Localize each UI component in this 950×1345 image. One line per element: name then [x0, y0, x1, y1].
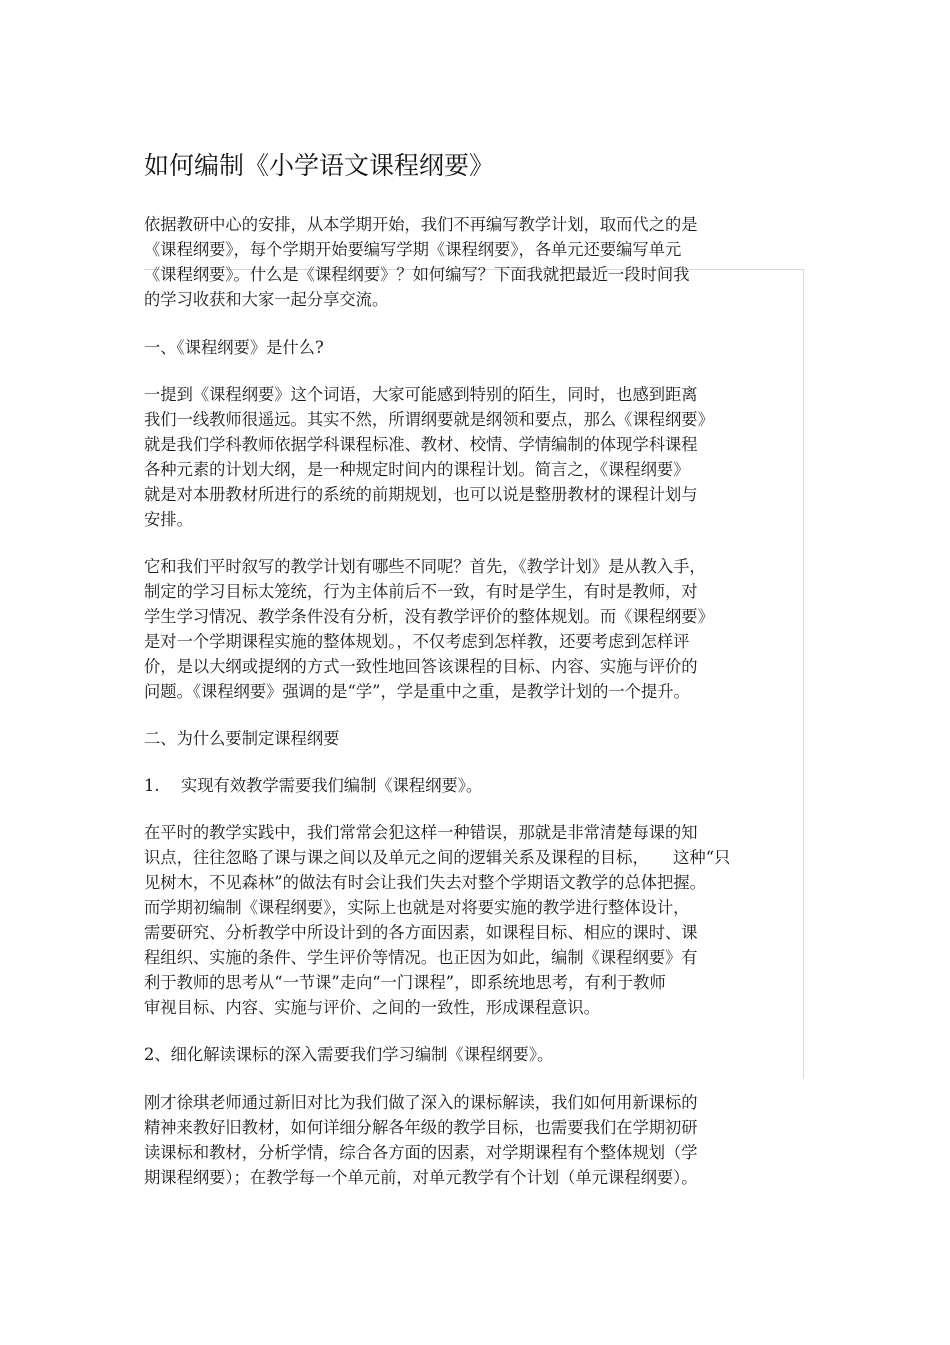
- intro-paragraph: [144, 212, 698, 312]
- text-line: 价，是以大纲或提纲的方式一致性地回答该课程的目标、内容、实施与评价的: [144, 657, 698, 676]
- heading-text: 1. 实现有效教学需要我们编制《课程纲要》。: [144, 776, 483, 795]
- text-line: 就是对本册教材所进行的系统的前期规划，也可以说是整册教材的课程计划与: [144, 485, 698, 504]
- document-title: 如何编制《小学语文课程纲要》: [144, 151, 495, 180]
- text-line: 需要研究、分析教学中所设计到的各方面因素，如课程目标、相应的课时、课: [144, 923, 698, 942]
- text-line: 期课程纲要）；在教学每一个单元前，对单元教学有个计划（单元课程纲要）。: [144, 1168, 698, 1187]
- text-line: 精神来教好旧教材，如何详细分解各年级的教学目标，也需要我们在学期初研: [144, 1118, 698, 1137]
- heading-text: 二、为什么要制定课程纲要: [144, 729, 340, 748]
- text-line: 在平时的教学实践中，我们常常会犯这样一种错误，那就是非常清楚每课的知: [144, 823, 698, 842]
- point1-heading: [144, 773, 482, 798]
- text-line: 《课程纲要》。什么是《课程纲要》？如何编写？下面我就把最近一段时间我: [144, 265, 690, 284]
- section1-paragraph-2: [144, 554, 714, 704]
- text-line: 的学习收获和大家一起分享交流。: [144, 290, 389, 309]
- text-line: 见树木，不见森林”的做法有时会让我们失去对整个学期语文教学的总体把握。: [144, 873, 706, 892]
- heading-text: 2、细化解读课标的深入需要我们学习编制《课程纲要》。: [144, 1045, 554, 1064]
- text-line: 审视目标、内容、实施与评价、之间的一致性，形成课程意识。: [144, 998, 600, 1017]
- text-line: 制定的学习目标太笼统，行为主体前后不一致，有时是学生，有时是教师，对: [144, 582, 698, 601]
- section1-paragraph-1: [144, 382, 714, 532]
- text-line: 安排。: [144, 510, 193, 529]
- text-line: 依据教研中心的安排，从本学期开始，我们不再编写教学计划，取而代之的是: [144, 215, 698, 234]
- text-line: 刚才徐琪老师通过新旧对比为我们做了深入的课标解读，我们如何用新课标的: [144, 1093, 698, 1112]
- text-line: 一提到《课程纲要》这个词语，大家可能感到特别的陌生，同时，也感到距离: [144, 385, 698, 404]
- point1-paragraph: [144, 820, 730, 1020]
- point2-paragraph: [144, 1090, 698, 1190]
- text-line: 学生学习情况、教学条件没有分析，没有教学评价的整体规划。而《课程纲要》: [144, 607, 714, 626]
- text-line: 《课程纲要》，每个学期开始要编写学期《课程纲要》，各单元还要编写单元: [144, 240, 682, 259]
- text-line: 问题。《课程纲要》强调的是“学”，学是重中之重，是教学计划的一个提升。: [144, 682, 690, 701]
- text-line: 各种元素的计划大纲，是一种规定时间内的课程计划。简言之，《课程纲要》: [144, 460, 690, 479]
- text-line: 程组织、实施的条件、学生评价等情况。也正因为如此，编制《课程纲要》有: [144, 948, 698, 967]
- point2-heading: [144, 1042, 553, 1067]
- text-line: 是对一个学期课程实施的整体规划。，不仅考虑到怎样教，还要考虑到怎样评: [144, 632, 690, 651]
- text-line: 我们一线教师很遥远。其实不然，所谓纲要就是纲领和要点，那么《课程纲要》: [144, 410, 714, 429]
- text-line: 而学期初编制《课程纲要》，实际上也就是对将要实施的教学进行整体设计，: [144, 898, 690, 917]
- text-line: 它和我们平时叙写的教学计划有哪些不同呢？首先，《教学计划》是从教入手，: [144, 557, 706, 576]
- text-line: 利于教师的思考从“一节课”走向“一门课程”，即系统地思考，有利于教师: [144, 973, 666, 992]
- text-line: 就是我们学科教师依据学科课程标准、教材、校情、学情编制的体现学科课程: [144, 435, 698, 454]
- heading-text: 一、《课程纲要》是什么?: [144, 338, 324, 357]
- text-line: 识点，往往忽略了课与课之间以及单元之间的逻辑关系及课程的目标， 这种“只: [144, 848, 731, 867]
- text-line: 读课标和教材，分析学情，综合各方面的因素，对学期课程有个整体规划（学: [144, 1143, 698, 1162]
- frame-right-line: [803, 269, 804, 1079]
- section2-heading: [144, 726, 339, 751]
- section1-heading: [144, 335, 324, 360]
